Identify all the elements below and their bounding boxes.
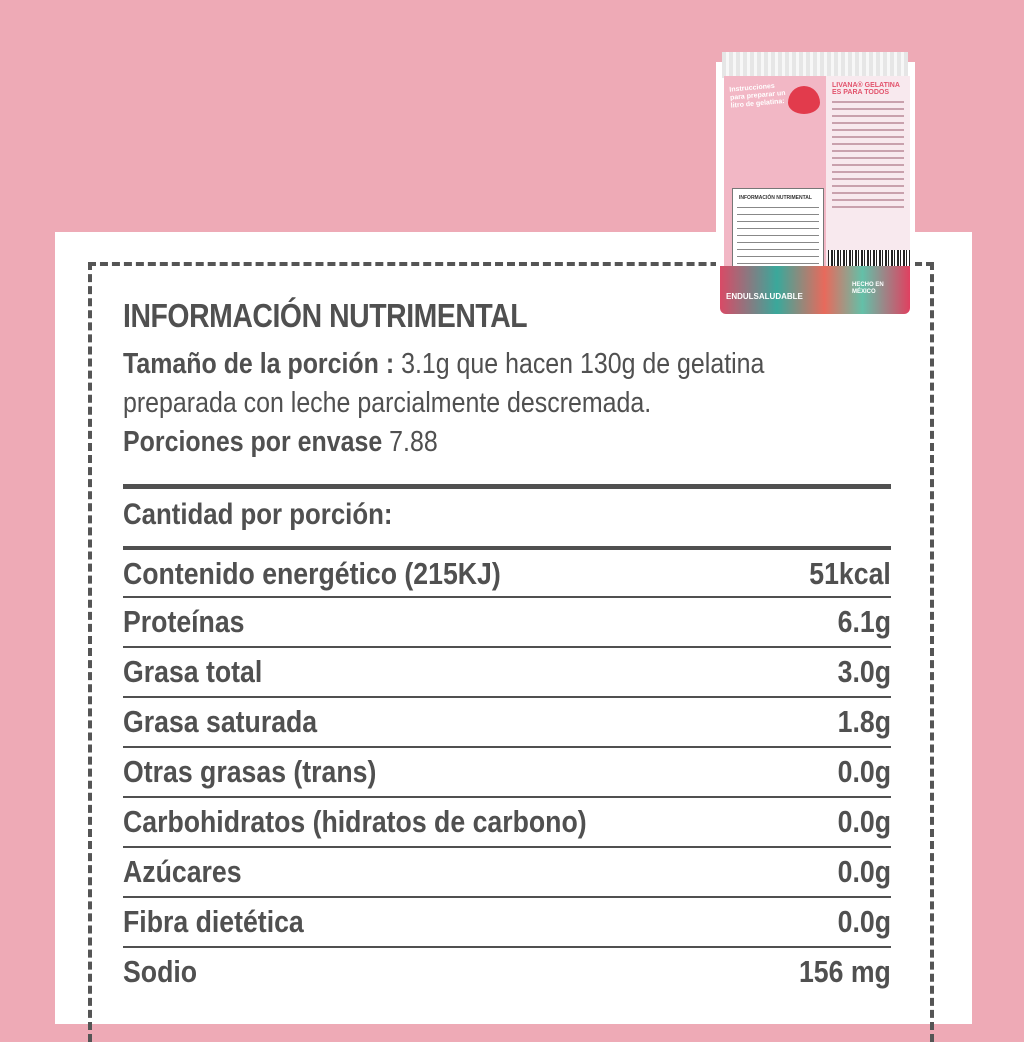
nutrient-label: Carbohidratos (hidratos de carbono) — [123, 804, 587, 839]
nutrient-row-energy — [123, 546, 891, 596]
nutrient-label: Sodio — [123, 954, 198, 989]
package-instructions-title: Instrucciones para preparar un litro de gelatina: — [729, 82, 786, 110]
product-package-image — [716, 52, 915, 314]
nutrient-value: 0.0g — [837, 804, 891, 839]
amount-per-serving-header: Cantidad por porción: — [123, 498, 393, 531]
servings-value: 7.88 — [389, 426, 438, 458]
nutrient-label: Proteínas — [123, 604, 245, 639]
nutrient-row-protein — [123, 596, 891, 646]
nutrient-value: 156 mg — [799, 954, 891, 989]
serving-size-value: 3.1g que hacen 130g de gelatina preparada con leche parcialmente descremada. — [123, 348, 765, 419]
package-right-heading: LIVANA® GELATINA ES PARA TODOS — [832, 82, 900, 96]
servings-label: Porciones por envase — [123, 426, 383, 458]
serving-size — [123, 345, 828, 423]
package-tagline: ENDULSALUDABLE — [726, 292, 803, 301]
nutrition-title: INFORMACIÓN NUTRIMENTAL — [123, 297, 528, 334]
nutrient-label: Otras grasas (trans) — [123, 754, 377, 789]
nutrient-row-trans-fat — [123, 746, 891, 796]
nutrient-value: 0.0g — [837, 754, 891, 789]
serving-info — [123, 345, 828, 462]
nutrient-label: Grasa total — [123, 654, 263, 689]
nutrient-row-carbohydrates — [123, 796, 891, 846]
nutrient-value: 3.0g — [837, 654, 891, 689]
nutrient-row-sodium — [123, 946, 891, 996]
nutrient-value: 0.0g — [837, 854, 891, 889]
nutrient-value: 6.1g — [837, 604, 891, 639]
section-divider — [123, 484, 891, 489]
nutrient-label: Contenido energético (215KJ) — [123, 556, 501, 591]
nutrient-row-sugars — [123, 846, 891, 896]
nutrient-label: Grasa saturada — [123, 704, 318, 739]
nutrient-row-saturated-fat — [123, 696, 891, 746]
nutrient-label: Fibra dietética — [123, 904, 304, 939]
nutrient-row-total-fat — [123, 646, 891, 696]
nutrient-value: 1.8g — [837, 704, 891, 739]
nutrient-value: 51kcal — [809, 556, 891, 591]
strawberry-icon — [788, 86, 820, 114]
nutrient-table — [123, 546, 891, 996]
package-table-heading: INFORMACIÓN NUTRIMENTAL — [739, 195, 812, 201]
servings-per-package — [123, 423, 828, 462]
nutrient-row-fiber — [123, 896, 891, 946]
made-in-mexico-badge: HECHO EN MÉXICO — [852, 282, 884, 295]
nutrient-value: 0.0g — [837, 904, 891, 939]
nutrient-label: Azúcares — [123, 854, 242, 889]
package-seal — [722, 52, 908, 78]
serving-size-label: Tamaño de la porción : — [123, 348, 395, 380]
